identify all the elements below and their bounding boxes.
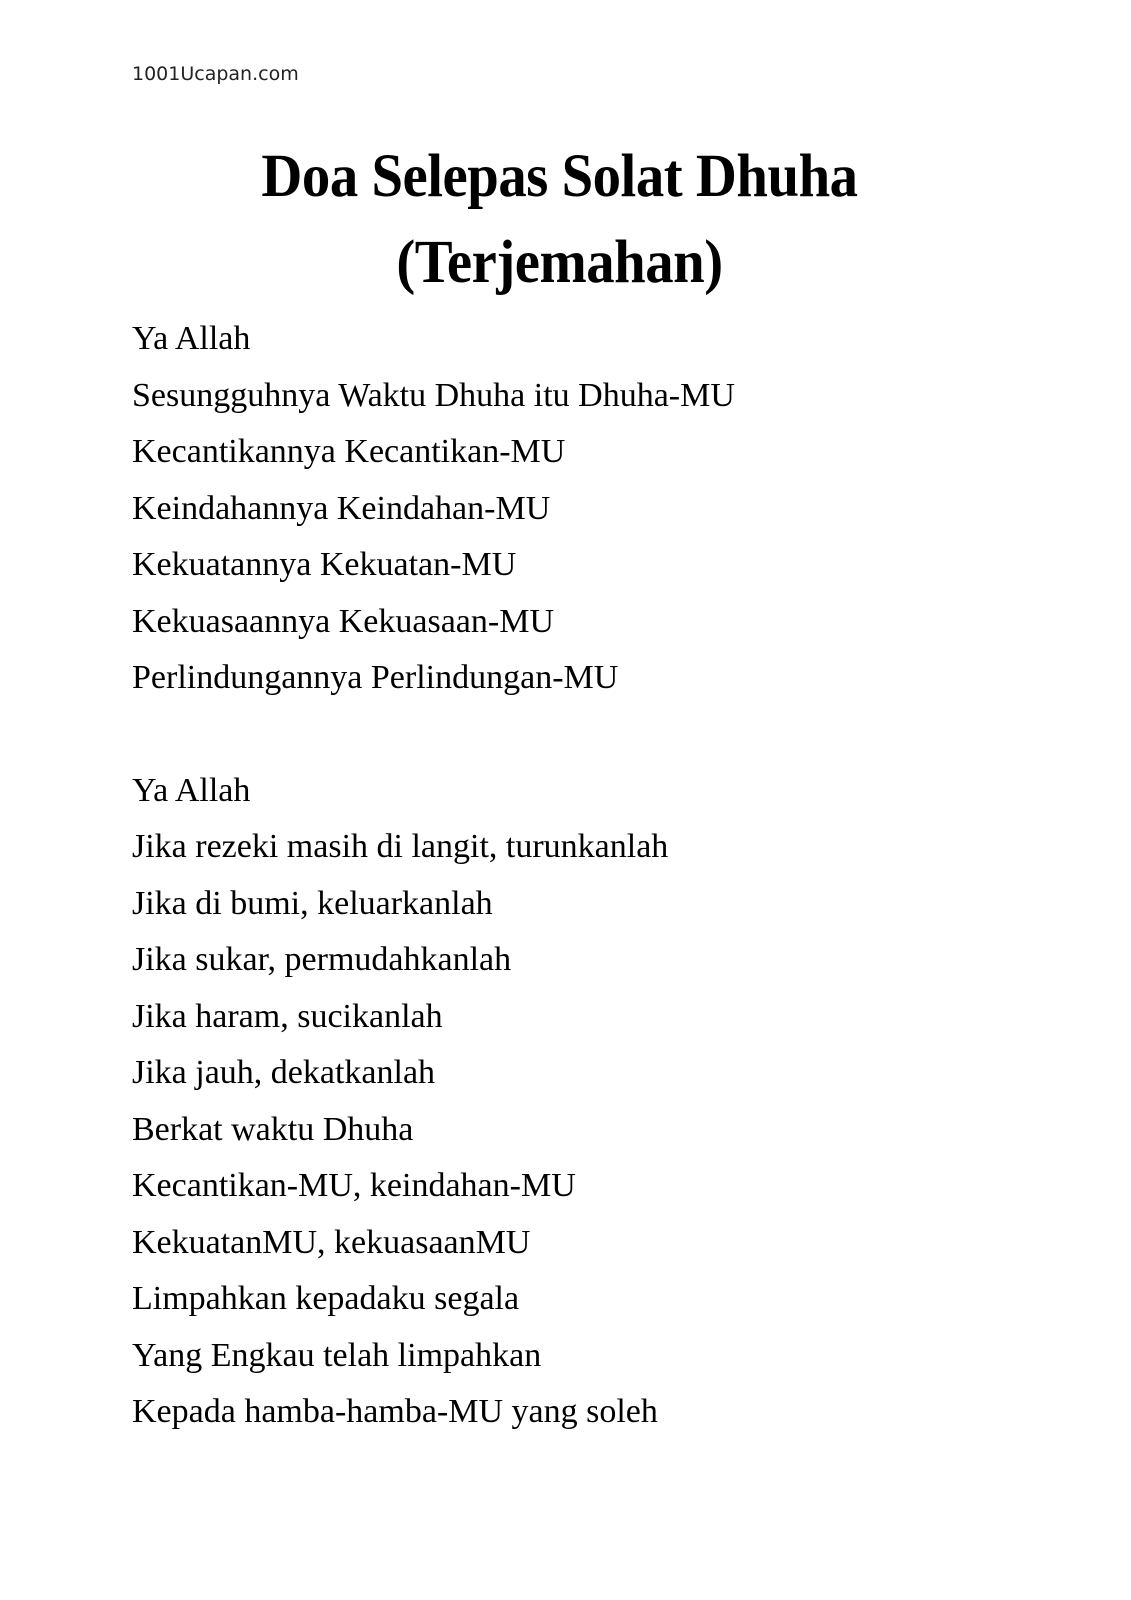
page-title bbox=[162, 134, 957, 306]
site-watermark: 1001Ucapan.com bbox=[132, 63, 299, 85]
prayer-body bbox=[132, 311, 1032, 1441]
verse-line: Kekuatannya Kekuatan-MU bbox=[132, 546, 517, 583]
stanza-2 bbox=[132, 763, 1032, 1441]
verse-line: Ya Allah bbox=[132, 320, 251, 357]
verse-line: Kepada hamba-hamba-MU yang soleh bbox=[132, 1393, 658, 1430]
verse-line: Jika jauh, dekatkanlah bbox=[132, 1054, 436, 1091]
verse-line: Kecantikannya Kecantikan-MU bbox=[132, 433, 566, 470]
verse-line: Sesungguhnya Waktu Dhuha itu Dhuha-MU bbox=[132, 376, 735, 414]
verse-line: Jika sukar, permudahkanlah bbox=[132, 941, 512, 978]
verse-line: Jika rezeki masih di langit, turunkanlah bbox=[132, 828, 669, 865]
verse-line: Yang Engkau telah limpahkan bbox=[132, 1336, 542, 1374]
verse-line: Kecantikan-MU, keindahan-MU bbox=[132, 1167, 576, 1204]
stanza-1 bbox=[132, 311, 1032, 707]
verse-line: Ya Allah bbox=[132, 771, 251, 809]
verse-line: Jika di bumi, keluarkanlah bbox=[132, 884, 493, 922]
page-title-line-1: Doa Selepas Solat Dhuha bbox=[261, 143, 858, 210]
page-title-line-2: (Terjemahan) bbox=[396, 229, 723, 296]
verse-line: Keindahannya Keindahan-MU bbox=[132, 489, 551, 527]
verse-line: Perlindungannya Perlindungan-MU bbox=[132, 659, 619, 696]
verse-line: Kekuasaannya Kekuasaan-MU bbox=[132, 602, 554, 640]
verse-line: Berkat waktu Dhuha bbox=[132, 1110, 414, 1148]
verse-line: Limpahkan kepadaku segala bbox=[132, 1280, 520, 1317]
verse-line: KekuatanMU, kekuasaanMU bbox=[132, 1223, 531, 1261]
verse-line: Jika haram, sucikanlah bbox=[132, 997, 443, 1035]
